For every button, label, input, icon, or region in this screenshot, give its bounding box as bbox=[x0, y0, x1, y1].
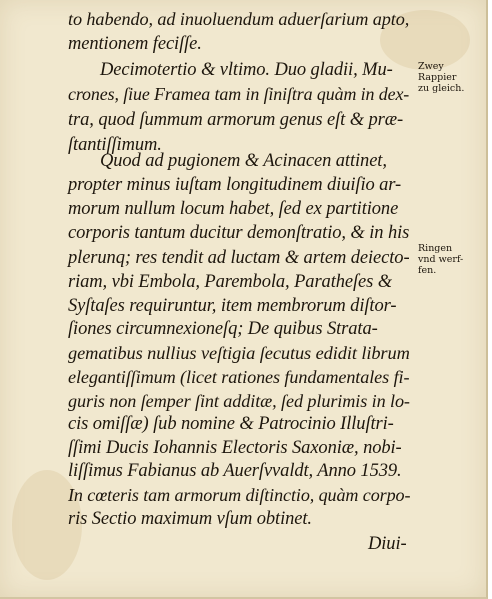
catchword: Diui- bbox=[368, 534, 407, 554]
text-line: plerunq; res tendit ad luctam & artem deiecto- bbox=[68, 248, 410, 268]
text-line: cis omiſſæ) ſub nomine & Patrocinio Illuſtri- bbox=[68, 414, 394, 434]
text-line: propter minus iuſtam longitudinem diuiſio ar- bbox=[68, 175, 402, 195]
text-line: riam, vbi Embola, Parembola, Paratheſes & bbox=[68, 272, 393, 292]
text-line: Quod ad pugionem & Acinacen attinet, bbox=[100, 151, 387, 171]
text-line: corporis tantum ducitur demonſtratio, & in his bbox=[68, 223, 410, 243]
text-line: guris non ſemper ſint additæ, ſed plurimis in lo- bbox=[68, 391, 410, 411]
text-line: ſiones circumnexioneſq; De quibus Strata- bbox=[68, 319, 378, 339]
text-line: In cœteris tam armorum diſtinctio, quàm corpo- bbox=[68, 485, 411, 505]
margin-note: Ringen vnd werf- fen. bbox=[418, 243, 464, 276]
text-line: ſſimi Ducis Iohannis Electoris Saxoniæ, nobi- bbox=[68, 438, 402, 458]
text-line: Syſtaſes requiruntur, item membrorum diſtor- bbox=[68, 296, 397, 316]
text-line: ſtantiſſimum. bbox=[68, 135, 162, 155]
text-line: Decimotertio & vltimo. Duo gladii, Mu- bbox=[100, 60, 393, 80]
text-line: ris Sectio maximum vſum obtinet. bbox=[68, 509, 312, 529]
text-line: elegantiſſimum (licet rationes fundamentales fi- bbox=[68, 367, 410, 387]
margin-note: Zwey Rappier zu gleich. bbox=[418, 61, 465, 94]
text-line: morum nullum locum habet, ſed ex partitione bbox=[68, 199, 399, 219]
text-line: liſſimus Fabianus ab Auerſvvaldt, Anno 1539. bbox=[68, 461, 402, 481]
text-line: mentionem feciſſe. bbox=[68, 34, 202, 54]
text-line: crones, ſiue Framea tam in ſiniſtra quàm in dex- bbox=[68, 84, 410, 104]
text-line: gematibus nullius veſtigia ſecutus edidit librum bbox=[68, 343, 410, 363]
text-line: tra, quod ſummum armorum genus eſt & præ- bbox=[68, 110, 404, 130]
text-line: to habendo, ad inuoluendum aduerſarium apto, bbox=[68, 9, 410, 29]
